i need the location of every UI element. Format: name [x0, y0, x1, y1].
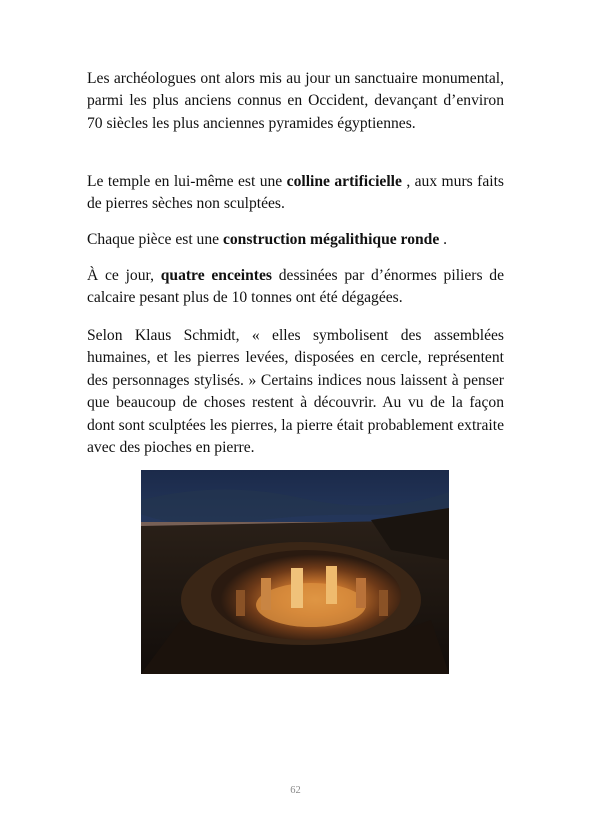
paragraph-text: Les archéologues ont alors mis au jour un sanctuaire monumental, parmi les plus anciens connus en Occident, devançant d’environ 70 siècles les plus anciennes pyramides égyptiennes. — [87, 70, 504, 132]
bold-term: colline artificielle — [286, 173, 402, 190]
paragraph-text: . — [439, 231, 448, 248]
paragraph-text: , aux murs faits de pierres sèches non sculptées. — [87, 173, 504, 213]
paragraph-enclosures — [87, 265, 504, 310]
paragraph-schmidt-quote — [87, 325, 504, 459]
excavation-photo — [141, 470, 449, 674]
bold-term: construction mégalithique ronde — [222, 231, 440, 248]
paragraph-text: Chaque pièce est une — [87, 231, 223, 248]
paragraph-temple — [87, 171, 504, 216]
paragraph-text: Selon Klaus Schmidt, « elles symbolisent des assemblées humaines, et les pierres levées, disposées en cercle, représentent des personnages stylisés. » Certains indices nous laissent à penser que beaucoup de choses restent à découvrir. Au vu de la façon dont sont sculptées les pierres, la pierre était probablement extraite avec des pioches en pierre. — [87, 327, 504, 457]
paragraph-sanctuary — [87, 68, 504, 135]
paragraph-text: À ce jour, — [87, 267, 161, 284]
paragraph-text: Le temple en lui-même est une — [87, 173, 287, 190]
bold-term: quatre enceintes — [160, 267, 272, 284]
paragraph-rooms — [87, 229, 504, 251]
page-number: 62 — [290, 785, 301, 796]
paragraph-text: dessinées par d’énormes piliers de calcaire pesant plus de 10 tonnes ont été dégagées. — [87, 267, 504, 307]
